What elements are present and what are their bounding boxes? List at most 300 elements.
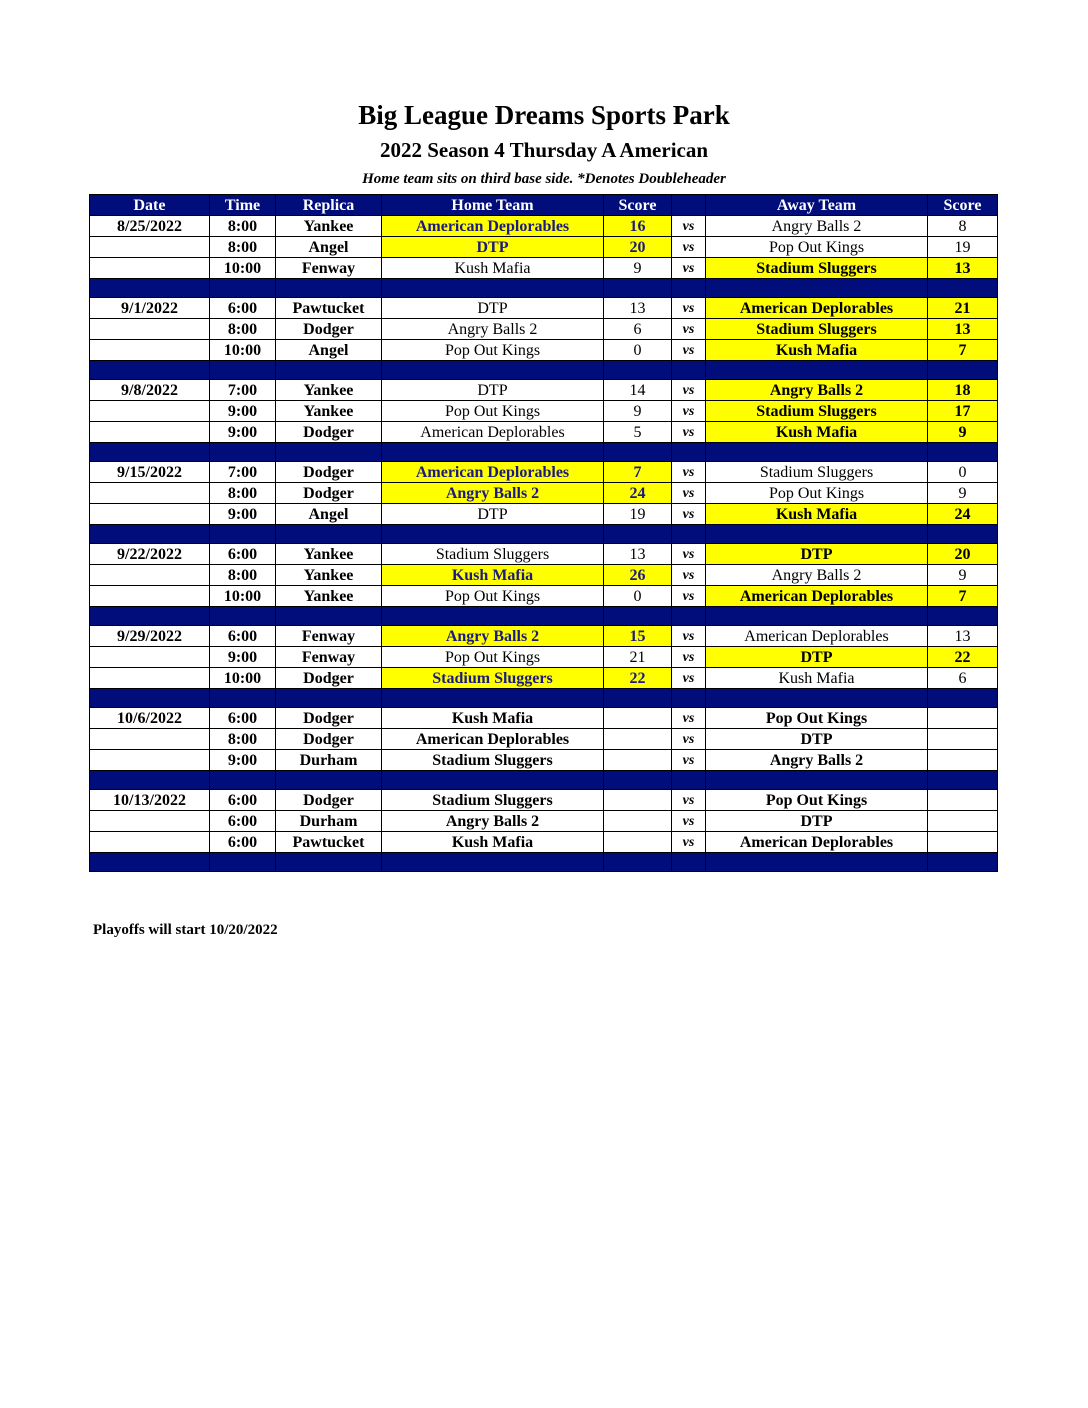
vs-label: vs (672, 483, 706, 504)
home-team: DTP (382, 237, 604, 258)
away-score: 13 (928, 258, 998, 279)
col-time: Time (210, 195, 276, 216)
separator-cell (706, 443, 928, 462)
home-team: Angry Balls 2 (382, 319, 604, 340)
game-field: Durham (276, 750, 382, 771)
vs-label: vs (672, 626, 706, 647)
separator-cell (382, 607, 604, 626)
separator-cell (276, 525, 382, 544)
game-date (90, 504, 210, 525)
page-subtitle: 2022 Season 4 Thursday A American (379, 138, 709, 162)
separator-cell (604, 689, 672, 708)
away-score: 24 (928, 504, 998, 525)
away-score: 7 (928, 340, 998, 361)
game-field: Yankee (276, 544, 382, 565)
game-date (90, 237, 210, 258)
game-row (90, 298, 998, 319)
home-team: DTP (382, 298, 604, 319)
home-score: 13 (604, 544, 672, 565)
away-score: 22 (928, 647, 998, 668)
week-separator (90, 771, 998, 790)
home-team: Pop Out Kings (382, 647, 604, 668)
away-team: DTP (706, 544, 928, 565)
away-team: Angry Balls 2 (706, 565, 928, 586)
separator-cell (672, 771, 706, 790)
home-score: 19 (604, 504, 672, 525)
game-time: 6:00 (210, 832, 276, 853)
game-row (90, 340, 998, 361)
home-score: 9 (604, 401, 672, 422)
separator-cell (90, 443, 210, 462)
away-team: DTP (706, 729, 928, 750)
game-date (90, 586, 210, 607)
vs-label: vs (672, 544, 706, 565)
vs-label: vs (672, 729, 706, 750)
separator-cell (276, 607, 382, 626)
separator-cell (90, 279, 210, 298)
away-team: Kush Mafia (706, 340, 928, 361)
vs-label: vs (672, 647, 706, 668)
separator-cell (90, 853, 210, 872)
game-time: 6:00 (210, 298, 276, 319)
separator-cell (672, 525, 706, 544)
separator-cell (90, 771, 210, 790)
vs-label: vs (672, 216, 706, 237)
away-score: 7 (928, 586, 998, 607)
home-team: American Deplorables (382, 216, 604, 237)
home-team: Pop Out Kings (382, 586, 604, 607)
separator-cell (706, 853, 928, 872)
separator-cell (604, 443, 672, 462)
header-row (90, 195, 998, 216)
game-date (90, 668, 210, 689)
home-score: 16 (604, 216, 672, 237)
home-score: 7 (604, 462, 672, 483)
game-date: 9/1/2022 (90, 298, 210, 319)
game-row (90, 237, 998, 258)
separator-cell (928, 689, 998, 708)
separator-cell (210, 607, 276, 626)
separator-cell (382, 443, 604, 462)
col-home-team: Home Team (382, 195, 604, 216)
away-team: Kush Mafia (706, 422, 928, 443)
vs-label: vs (672, 504, 706, 525)
game-time: 6:00 (210, 544, 276, 565)
home-score (604, 811, 672, 832)
home-score (604, 729, 672, 750)
game-date (90, 750, 210, 771)
home-team: Kush Mafia (382, 258, 604, 279)
separator-cell (928, 361, 998, 380)
vs-label: vs (672, 668, 706, 689)
game-row (90, 811, 998, 832)
away-score: 17 (928, 401, 998, 422)
game-field: Durham (276, 811, 382, 832)
game-row (90, 422, 998, 443)
home-score: 0 (604, 340, 672, 361)
away-team: Angry Balls 2 (706, 750, 928, 771)
separator-cell (706, 689, 928, 708)
separator-cell (672, 853, 706, 872)
game-row (90, 832, 998, 853)
page-title: Big League Dreams Sports Park (358, 100, 730, 130)
vs-label: vs (672, 380, 706, 401)
game-field: Angel (276, 340, 382, 361)
game-row (90, 504, 998, 525)
game-field: Dodger (276, 708, 382, 729)
home-team: Kush Mafia (382, 565, 604, 586)
game-time: 8:00 (210, 319, 276, 340)
separator-cell (382, 525, 604, 544)
game-field: Dodger (276, 790, 382, 811)
separator-cell (382, 279, 604, 298)
home-team: American Deplorables (382, 422, 604, 443)
separator-cell (604, 853, 672, 872)
game-date (90, 729, 210, 750)
separator-cell (706, 525, 928, 544)
col-vs (672, 195, 706, 216)
away-team: DTP (706, 811, 928, 832)
game-date: 10/6/2022 (90, 708, 210, 729)
away-score: 8 (928, 216, 998, 237)
away-team: Stadium Sluggers (706, 401, 928, 422)
schedule-body (90, 216, 998, 872)
separator-cell (90, 689, 210, 708)
separator-cell (928, 607, 998, 626)
home-score: 20 (604, 237, 672, 258)
home-team: American Deplorables (382, 729, 604, 750)
away-team: Stadium Sluggers (706, 258, 928, 279)
separator-cell (276, 853, 382, 872)
game-row (90, 483, 998, 504)
col-away-team: Away Team (706, 195, 928, 216)
game-row (90, 790, 998, 811)
separator-cell (672, 607, 706, 626)
separator-cell (672, 443, 706, 462)
game-row (90, 647, 998, 668)
separator-cell (382, 361, 604, 380)
separator-cell (90, 361, 210, 380)
game-row (90, 729, 998, 750)
game-row (90, 462, 998, 483)
game-time: 8:00 (210, 565, 276, 586)
home-score: 0 (604, 586, 672, 607)
game-date: 9/22/2022 (90, 544, 210, 565)
away-team: Pop Out Kings (706, 237, 928, 258)
home-team: American Deplorables (382, 462, 604, 483)
game-time: 7:00 (210, 462, 276, 483)
away-team: Angry Balls 2 (706, 216, 928, 237)
game-field: Dodger (276, 483, 382, 504)
game-date: 8/25/2022 (90, 216, 210, 237)
separator-cell (706, 361, 928, 380)
home-score (604, 708, 672, 729)
game-row (90, 586, 998, 607)
game-field: Dodger (276, 668, 382, 689)
game-time: 10:00 (210, 668, 276, 689)
game-time: 10:00 (210, 340, 276, 361)
home-team: DTP (382, 380, 604, 401)
home-team: Stadium Sluggers (382, 750, 604, 771)
game-field: Angel (276, 504, 382, 525)
away-team: Pop Out Kings (706, 790, 928, 811)
home-team: Stadium Sluggers (382, 544, 604, 565)
away-team: American Deplorables (706, 626, 928, 647)
col-replica: Replica (276, 195, 382, 216)
schedule-table (89, 194, 998, 872)
game-time: 6:00 (210, 790, 276, 811)
home-score: 22 (604, 668, 672, 689)
game-time: 8:00 (210, 483, 276, 504)
home-score (604, 790, 672, 811)
home-team: Pop Out Kings (382, 401, 604, 422)
vs-label: vs (672, 237, 706, 258)
separator-cell (90, 525, 210, 544)
game-field: Fenway (276, 647, 382, 668)
game-time: 6:00 (210, 811, 276, 832)
separator-cell (706, 279, 928, 298)
away-team: Kush Mafia (706, 668, 928, 689)
separator-cell (90, 607, 210, 626)
game-field: Fenway (276, 626, 382, 647)
game-time: 9:00 (210, 647, 276, 668)
game-row (90, 258, 998, 279)
game-time: 9:00 (210, 750, 276, 771)
separator-cell (928, 525, 998, 544)
separator-cell (604, 771, 672, 790)
separator-cell (276, 361, 382, 380)
week-separator (90, 525, 998, 544)
vs-label: vs (672, 298, 706, 319)
away-score (928, 750, 998, 771)
game-date (90, 319, 210, 340)
home-team: Stadium Sluggers (382, 668, 604, 689)
game-time: 8:00 (210, 216, 276, 237)
week-separator (90, 361, 998, 380)
vs-label: vs (672, 565, 706, 586)
game-row (90, 401, 998, 422)
week-separator (90, 607, 998, 626)
away-team: DTP (706, 647, 928, 668)
game-field: Yankee (276, 380, 382, 401)
game-time: 8:00 (210, 237, 276, 258)
game-date (90, 647, 210, 668)
away-team: Angry Balls 2 (706, 380, 928, 401)
game-date (90, 811, 210, 832)
game-date (90, 422, 210, 443)
separator-cell (706, 607, 928, 626)
vs-label: vs (672, 258, 706, 279)
home-score: 26 (604, 565, 672, 586)
game-time: 10:00 (210, 586, 276, 607)
away-score (928, 811, 998, 832)
separator-cell (382, 689, 604, 708)
separator-cell (210, 279, 276, 298)
home-score: 15 (604, 626, 672, 647)
away-score: 0 (928, 462, 998, 483)
away-score: 20 (928, 544, 998, 565)
separator-cell (210, 525, 276, 544)
separator-cell (210, 689, 276, 708)
separator-cell (276, 689, 382, 708)
home-score: 13 (604, 298, 672, 319)
vs-label: vs (672, 750, 706, 771)
game-field: Yankee (276, 401, 382, 422)
home-score (604, 832, 672, 853)
vs-label: vs (672, 401, 706, 422)
game-field: Dodger (276, 729, 382, 750)
separator-cell (276, 279, 382, 298)
separator-cell (928, 853, 998, 872)
game-row (90, 565, 998, 586)
home-score: 5 (604, 422, 672, 443)
home-score (604, 750, 672, 771)
vs-label: vs (672, 340, 706, 361)
game-date (90, 832, 210, 853)
away-team: Pop Out Kings (706, 708, 928, 729)
vs-label: vs (672, 832, 706, 853)
away-team: American Deplorables (706, 298, 928, 319)
away-score: 13 (928, 319, 998, 340)
game-row (90, 544, 998, 565)
away-score: 18 (928, 380, 998, 401)
separator-cell (928, 771, 998, 790)
game-field: Yankee (276, 586, 382, 607)
separator-cell (706, 771, 928, 790)
col-away-score: Score (928, 195, 998, 216)
separator-cell (276, 771, 382, 790)
vs-label: vs (672, 422, 706, 443)
home-team: Pop Out Kings (382, 340, 604, 361)
game-date: 9/29/2022 (90, 626, 210, 647)
home-team: DTP (382, 504, 604, 525)
game-row (90, 380, 998, 401)
game-row (90, 708, 998, 729)
separator-cell (604, 525, 672, 544)
home-team: Kush Mafia (382, 832, 604, 853)
away-team: American Deplorables (706, 586, 928, 607)
separator-cell (210, 361, 276, 380)
home-team: Stadium Sluggers (382, 790, 604, 811)
separator-cell (604, 607, 672, 626)
game-field: Yankee (276, 216, 382, 237)
game-date (90, 483, 210, 504)
vs-label: vs (672, 319, 706, 340)
col-home-score: Score (604, 195, 672, 216)
playoffs-note: Playoffs will start 10/20/2022 (93, 922, 278, 938)
away-score: 9 (928, 422, 998, 443)
separator-cell (276, 443, 382, 462)
game-time: 9:00 (210, 401, 276, 422)
away-score: 9 (928, 565, 998, 586)
away-score (928, 832, 998, 853)
game-field: Dodger (276, 462, 382, 483)
game-field: Fenway (276, 258, 382, 279)
separator-cell (604, 361, 672, 380)
game-row (90, 216, 998, 237)
away-team: Kush Mafia (706, 504, 928, 525)
game-row (90, 319, 998, 340)
game-field: Pawtucket (276, 832, 382, 853)
home-score: 14 (604, 380, 672, 401)
schedule-note: Home team sits on third base side. *Denotes Doubleheader (362, 171, 726, 187)
separator-cell (382, 771, 604, 790)
game-time: 6:00 (210, 708, 276, 729)
vs-label: vs (672, 811, 706, 832)
away-score: 13 (928, 626, 998, 647)
away-score (928, 729, 998, 750)
game-date: 9/8/2022 (90, 380, 210, 401)
away-team: Pop Out Kings (706, 483, 928, 504)
week-separator (90, 443, 998, 462)
away-score (928, 708, 998, 729)
game-time: 10:00 (210, 258, 276, 279)
game-field: Yankee (276, 565, 382, 586)
game-row (90, 626, 998, 647)
game-date (90, 340, 210, 361)
game-date (90, 401, 210, 422)
home-score: 21 (604, 647, 672, 668)
separator-cell (928, 279, 998, 298)
away-score (928, 790, 998, 811)
away-score: 19 (928, 237, 998, 258)
game-field: Dodger (276, 319, 382, 340)
home-team: Angry Balls 2 (382, 626, 604, 647)
game-row (90, 750, 998, 771)
week-separator (90, 689, 998, 708)
game-time: 9:00 (210, 422, 276, 443)
game-row (90, 668, 998, 689)
game-time: 6:00 (210, 626, 276, 647)
away-score: 6 (928, 668, 998, 689)
home-score: 9 (604, 258, 672, 279)
separator-cell (672, 689, 706, 708)
separator-cell (672, 361, 706, 380)
game-field: Dodger (276, 422, 382, 443)
week-separator (90, 279, 998, 298)
vs-label: vs (672, 708, 706, 729)
week-separator (90, 853, 998, 872)
vs-label: vs (672, 462, 706, 483)
home-team: Angry Balls 2 (382, 811, 604, 832)
away-team: American Deplorables (706, 832, 928, 853)
game-time: 8:00 (210, 729, 276, 750)
home-score: 24 (604, 483, 672, 504)
game-time: 9:00 (210, 504, 276, 525)
game-field: Pawtucket (276, 298, 382, 319)
game-date (90, 565, 210, 586)
game-date (90, 258, 210, 279)
separator-cell (672, 279, 706, 298)
game-date: 9/15/2022 (90, 462, 210, 483)
vs-label: vs (672, 790, 706, 811)
game-date: 10/13/2022 (90, 790, 210, 811)
home-team: Angry Balls 2 (382, 483, 604, 504)
away-team: Stadium Sluggers (706, 319, 928, 340)
separator-cell (382, 853, 604, 872)
home-team: Kush Mafia (382, 708, 604, 729)
separator-cell (604, 279, 672, 298)
separator-cell (210, 853, 276, 872)
away-score: 21 (928, 298, 998, 319)
col-date: Date (90, 195, 210, 216)
separator-cell (928, 443, 998, 462)
separator-cell (210, 443, 276, 462)
vs-label: vs (672, 586, 706, 607)
separator-cell (210, 771, 276, 790)
home-score: 6 (604, 319, 672, 340)
away-score: 9 (928, 483, 998, 504)
